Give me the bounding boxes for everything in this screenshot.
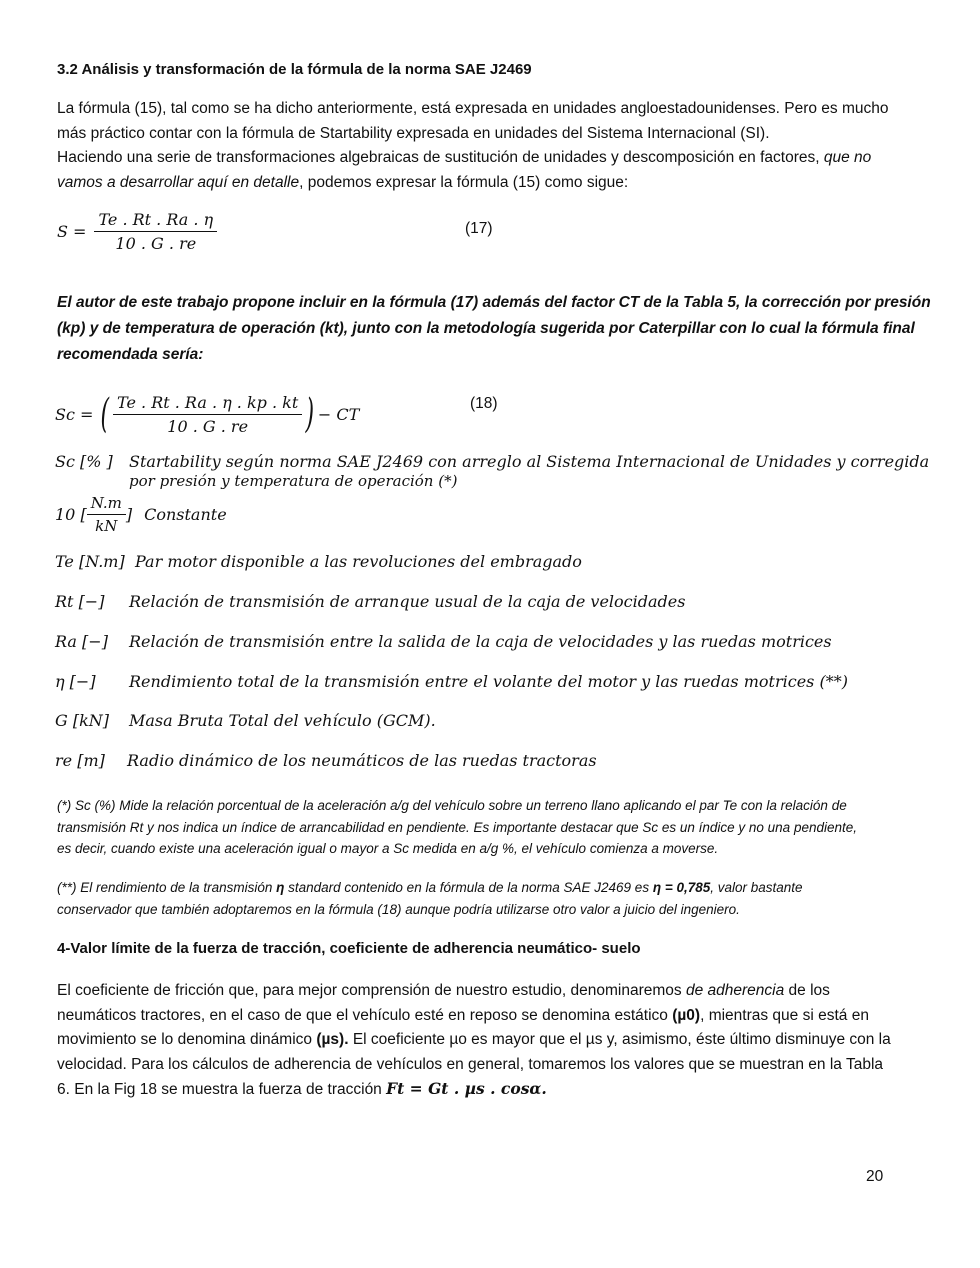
paragraph-line: velocidad. Para los cálculos de adherencia de vehículos en general, tomaremos los valores que se muestran en la Tabla bbox=[57, 1055, 884, 1073]
intro-line: La fórmula (15), tal como se ha dicho anteriormente, está expresada en unidades angloestadounidenses. Pero es mucho bbox=[57, 100, 889, 117]
definition-desc: Relación de transmisión entre la salida de la caja de velocidades y las ruedas motrices bbox=[129, 632, 832, 651]
definition-desc: Radio dinámico de los neumáticos de las ruedas tractoras bbox=[127, 751, 597, 770]
definition-row bbox=[55, 592, 955, 614]
constant-units bbox=[87, 494, 126, 535]
formula-18-number: (18) bbox=[470, 395, 498, 412]
definition-symbol: Ra [−] bbox=[55, 632, 108, 651]
page-number: 20 bbox=[866, 1168, 884, 1185]
paragraph-line: movimiento se lo denomina dinámico (µs). El coeficiente µo es mayor que el µs y, asimismo, éste último disminuye con la bbox=[57, 1031, 891, 1048]
right-paren: ) bbox=[305, 391, 315, 437]
intro-paragraph bbox=[57, 97, 937, 195]
proposal-paragraph bbox=[57, 290, 937, 368]
section-heading: 3.2 Análisis y transformación de la fórmula de la norma SAE J2469 bbox=[57, 61, 532, 78]
proposal-line: El autor de este trabajo propone incluir en la fórmula (17) además del factor CT de la Tabla 5, la corrección por presión bbox=[57, 294, 931, 311]
section-4-heading: 4-Valor límite de la fuerza de tracción, coeficiente de adherencia neumático- suelo bbox=[57, 940, 641, 957]
note-line: es decir, cuando existe una aceleración igual o mayor a Sc medida en a/g %, el vehículo comienza a moverse. bbox=[57, 841, 719, 856]
definition-constant bbox=[55, 492, 227, 536]
intro-line: Haciendo una serie de transformaciones algebraicas de sustitución de unidades y descomposición en factores, que no bbox=[57, 149, 872, 166]
formula-18-tail: − CT bbox=[317, 404, 360, 424]
definition-desc: Relación de transmisión de arranque usual de la caja de velocidades bbox=[129, 592, 686, 611]
definition-row bbox=[55, 711, 955, 733]
definition-row bbox=[55, 632, 955, 654]
definition-row bbox=[55, 751, 955, 773]
intro-line: más práctico contar con la fórmula de Startability expresada en unidades del Sistema Internacional (SI). bbox=[57, 124, 770, 142]
definition-symbol: re [m] bbox=[55, 751, 105, 770]
definition-sc bbox=[55, 452, 955, 490]
footnote-startability bbox=[57, 795, 937, 860]
proposal-line: recomendada sería: bbox=[57, 346, 204, 363]
proposal-line: (kp) y de temperatura de operación (kt), junto con la metodología sugerida por Caterpillar con lo cual la fórmula final bbox=[57, 320, 915, 337]
traction-formula: Ft = Gt . µs . cosα. bbox=[386, 1079, 547, 1098]
note-line: conservador que también adoptaremos en la fórmula (18) aunque podría utilizarse otro valor a juicio del ingeniero. bbox=[57, 901, 740, 917]
definition-row bbox=[55, 672, 955, 694]
formula-18-numerator: Te . Rt . Ra . η . kp . kt bbox=[113, 393, 302, 415]
definition-desc-cont: por presión y temperatura de operación (*) bbox=[129, 472, 458, 490]
constant-suffix: ] bbox=[125, 504, 133, 524]
formula-18-lhs: Sc = bbox=[55, 404, 94, 424]
definition-row bbox=[55, 552, 955, 574]
section-4-paragraph bbox=[57, 979, 937, 1103]
constant-prefix: 10 [ bbox=[55, 504, 87, 524]
formula-17-fraction bbox=[94, 210, 217, 253]
intro-line: vamos a desarrollar aquí en detalle, podemos expresar la fórmula (15) como sigue: bbox=[57, 173, 629, 191]
note-line: (**) El rendimiento de la transmisión η standard contenido en la fórmula de la norma SAE J2469 es η = 0,785, valor bastante bbox=[57, 880, 803, 895]
definition-desc: Par motor disponible a las revoluciones del embragado bbox=[135, 552, 582, 571]
paragraph-line: 6. En la Fig 18 se muestra la fuerza de tracción Ft = Gt . µs . cosα. bbox=[57, 1079, 547, 1098]
definition-desc: Startability según norma SAE J2469 con arreglo al Sistema Internacional de Unidades y corregida bbox=[129, 452, 930, 471]
paragraph-line: neumáticos tractores, en el caso de que el vehículo esté en reposo se denomina estático (µ0), mientras que si está en bbox=[57, 1006, 869, 1024]
constant-units-den: kN bbox=[95, 516, 118, 535]
footnote-efficiency bbox=[57, 877, 937, 920]
definition-desc: Masa Bruta Total del vehículo (GCM). bbox=[129, 711, 436, 730]
definition-symbol: Sc [% ] bbox=[55, 452, 113, 471]
definition-symbol: Te [N.m] bbox=[55, 552, 125, 571]
definition-desc: Constante bbox=[144, 504, 227, 524]
definition-symbol: η [−] bbox=[55, 672, 96, 691]
note-line: (*) Sc (%) Mide la relación porcentual de la aceleración a/g del vehículo sobre un terreno llano aplicando el par Te con la relación de bbox=[57, 798, 847, 813]
formula-17-lhs: S = bbox=[57, 221, 87, 241]
formula-17 bbox=[57, 206, 217, 256]
formula-17-number: (17) bbox=[465, 220, 493, 237]
definition-symbol: Rt [−] bbox=[55, 592, 105, 611]
left-paren: ( bbox=[100, 391, 110, 437]
note-line: transmisión Rt y nos indica un índice de arrancabilidad en pendiente. Es importante destacar que Sc es un índice y no una pendiente, bbox=[57, 819, 858, 835]
constant-units-num: N.m bbox=[87, 494, 126, 515]
definition-symbol: G [kN] bbox=[55, 711, 110, 730]
formula-17-numerator: Te . Rt . Ra . η bbox=[94, 210, 217, 232]
formula-17-denominator: 10 . G . re bbox=[115, 233, 197, 253]
formula-18 bbox=[55, 388, 359, 440]
definition-desc: Rendimiento total de la transmisión entre el volante del motor y las ruedas motrices (**) bbox=[129, 672, 848, 691]
formula-18-denominator: 10 . G . re bbox=[167, 416, 249, 436]
paragraph-line: El coeficiente de fricción que, para mejor comprensión de nuestro estudio, denominaremos de adherencia de los bbox=[57, 982, 830, 999]
formula-18-fraction bbox=[113, 393, 302, 436]
